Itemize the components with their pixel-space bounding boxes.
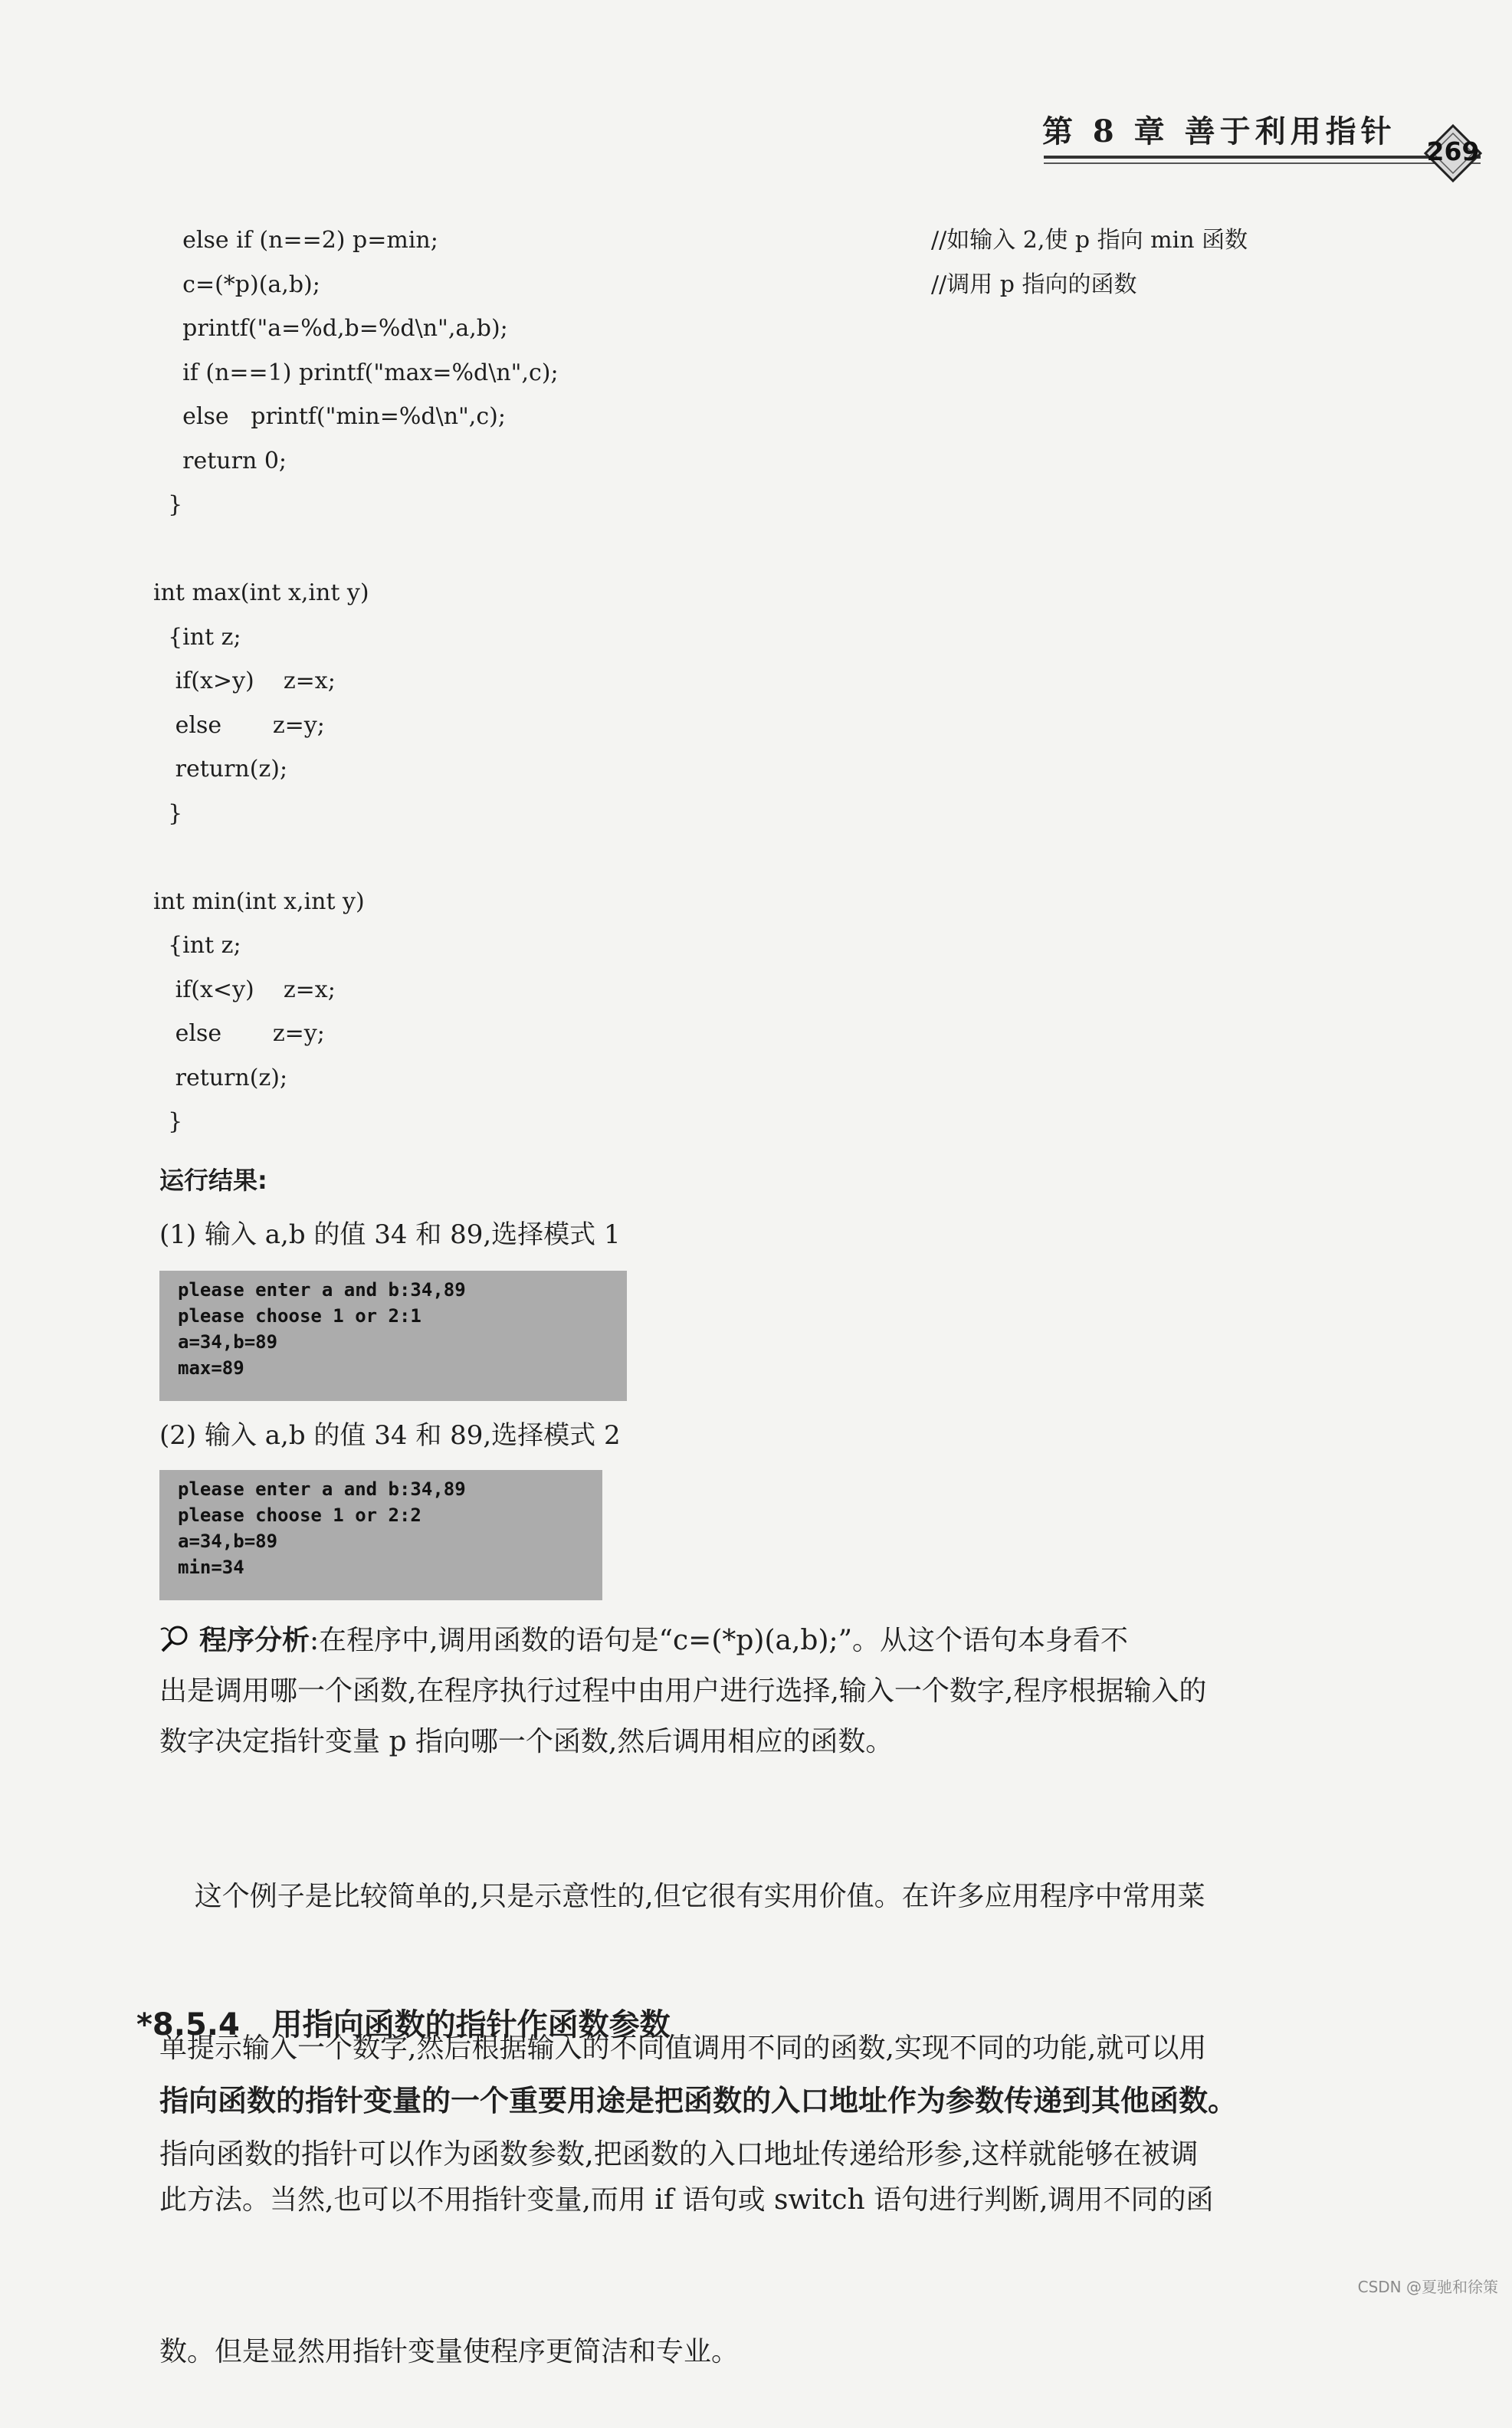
code-line: else printf("min=%d\n",c); [153,403,506,430]
analysis-line-3: 数字决定指针变量 p 指向哪一个函数,然后调用相应的函数。 [159,1726,894,1757]
code-line: return(z); [153,756,288,783]
paragraph-2-line-3: 此方法。当然,也可以不用指针变量,而用 if 语句或 switch 语句进行判断,调用不同的函 [159,2184,1214,2216]
run-result-label: 运行结果: [159,1166,267,1195]
chapter-header: 第 8 章 善于利用指针 [1042,113,1396,149]
code-block [153,218,559,1144]
paragraph-2-line-2: 单提示输入一个数字,然后根据输入的不同值调用不同的函数,实现不同的功能,就可以用 [159,2033,1207,2064]
analysis-first-line [159,1616,1393,1666]
console-line: a=34,b=89 [178,1331,278,1353]
magnifier-icon [159,1623,195,1654]
code-line: {int z; [153,932,241,959]
paragraph-2-line-1: 这个例子是比较简单的,只是示意性的,但它很有实用价值。在许多应用程序中常用菜 [159,1881,1205,1912]
page-number: 269 [1426,136,1480,166]
console-line: please choose 1 or 2:2 [178,1504,421,1526]
code-comments [931,218,1248,307]
console-output-2 [159,1470,602,1600]
code-line: printf("a=%d,b=%d\n",a,b); [153,315,508,342]
header-rule [1044,156,1481,159]
console-line: max=89 [178,1357,244,1379]
analysis-line-2: 出是调用哪一个函数,在程序执行过程中由用户进行选择,输入一个数字,程序根据输入的 [159,1675,1207,1707]
section-body-line: 指向函数的指针可以作为函数参数,把函数的入口地址传递给形参,这样就能够在被调 [159,2138,1199,2170]
header-rule-thin [1044,162,1481,164]
console-line: please enter a and b:34,89 [178,1279,466,1301]
code-line: int min(int x,int y) [153,888,365,915]
section-bold-statement: 指向函数的指针变量的一个重要用途是把函数的入口地址作为参数传递到其他函数。 [159,2084,1238,2118]
code-line: return(z); [153,1064,288,1091]
watermark: CSDN @夏驰和徐策 [1357,2278,1498,2296]
code-line: if (n==1) printf("max=%d\n",c); [153,359,559,386]
code-line: else if (n==2) p=min; [153,227,438,254]
console-line: please choose 1 or 2:1 [178,1305,421,1327]
code-line: } [153,799,183,827]
code-line: c=(*p)(a,b); [153,271,320,298]
analysis-heading: 程序分析 [199,1625,310,1656]
console-line: please enter a and b:34,89 [178,1478,466,1500]
case1-label: (1) 输入 a,b 的值 34 和 89,选择模式 1 [159,1219,621,1250]
code-line: if(x>y) z=x; [153,668,336,694]
code-line [153,835,559,880]
console-line: min=34 [178,1557,244,1578]
analysis-line-1: :在程序中,调用函数的语句是“c=(*p)(a,b);”。从这个语句本身看不 [310,1625,1129,1656]
code-line [153,527,559,572]
code-line: else z=y; [153,711,325,739]
code-line: } [153,1108,183,1135]
code-line: else z=y; [153,1020,325,1047]
case2-label: (2) 输入 a,b 的值 34 和 89,选择模式 2 [159,1420,621,1451]
analysis-paragraph [159,1616,1393,1767]
code-line: int max(int x,int y) [153,579,369,606]
code-comment: //如输入 2,使 p 指向 min 函数 [931,227,1248,254]
code-line: } [153,491,183,518]
code-line: if(x<y) z=x; [153,976,336,1003]
console-line: a=34,b=89 [178,1531,278,1552]
console-output-1 [159,1271,627,1401]
code-line: {int z; [153,623,241,651]
section-title: *8.5.4 用指向函数的指针作函数参数 [136,2007,671,2042]
code-line: return 0; [153,447,287,474]
paragraph-2-line-4: 数。但是显然用指针变量使程序更简洁和专业。 [159,2336,740,2367]
code-comment: //调用 p 指向的函数 [931,271,1137,298]
